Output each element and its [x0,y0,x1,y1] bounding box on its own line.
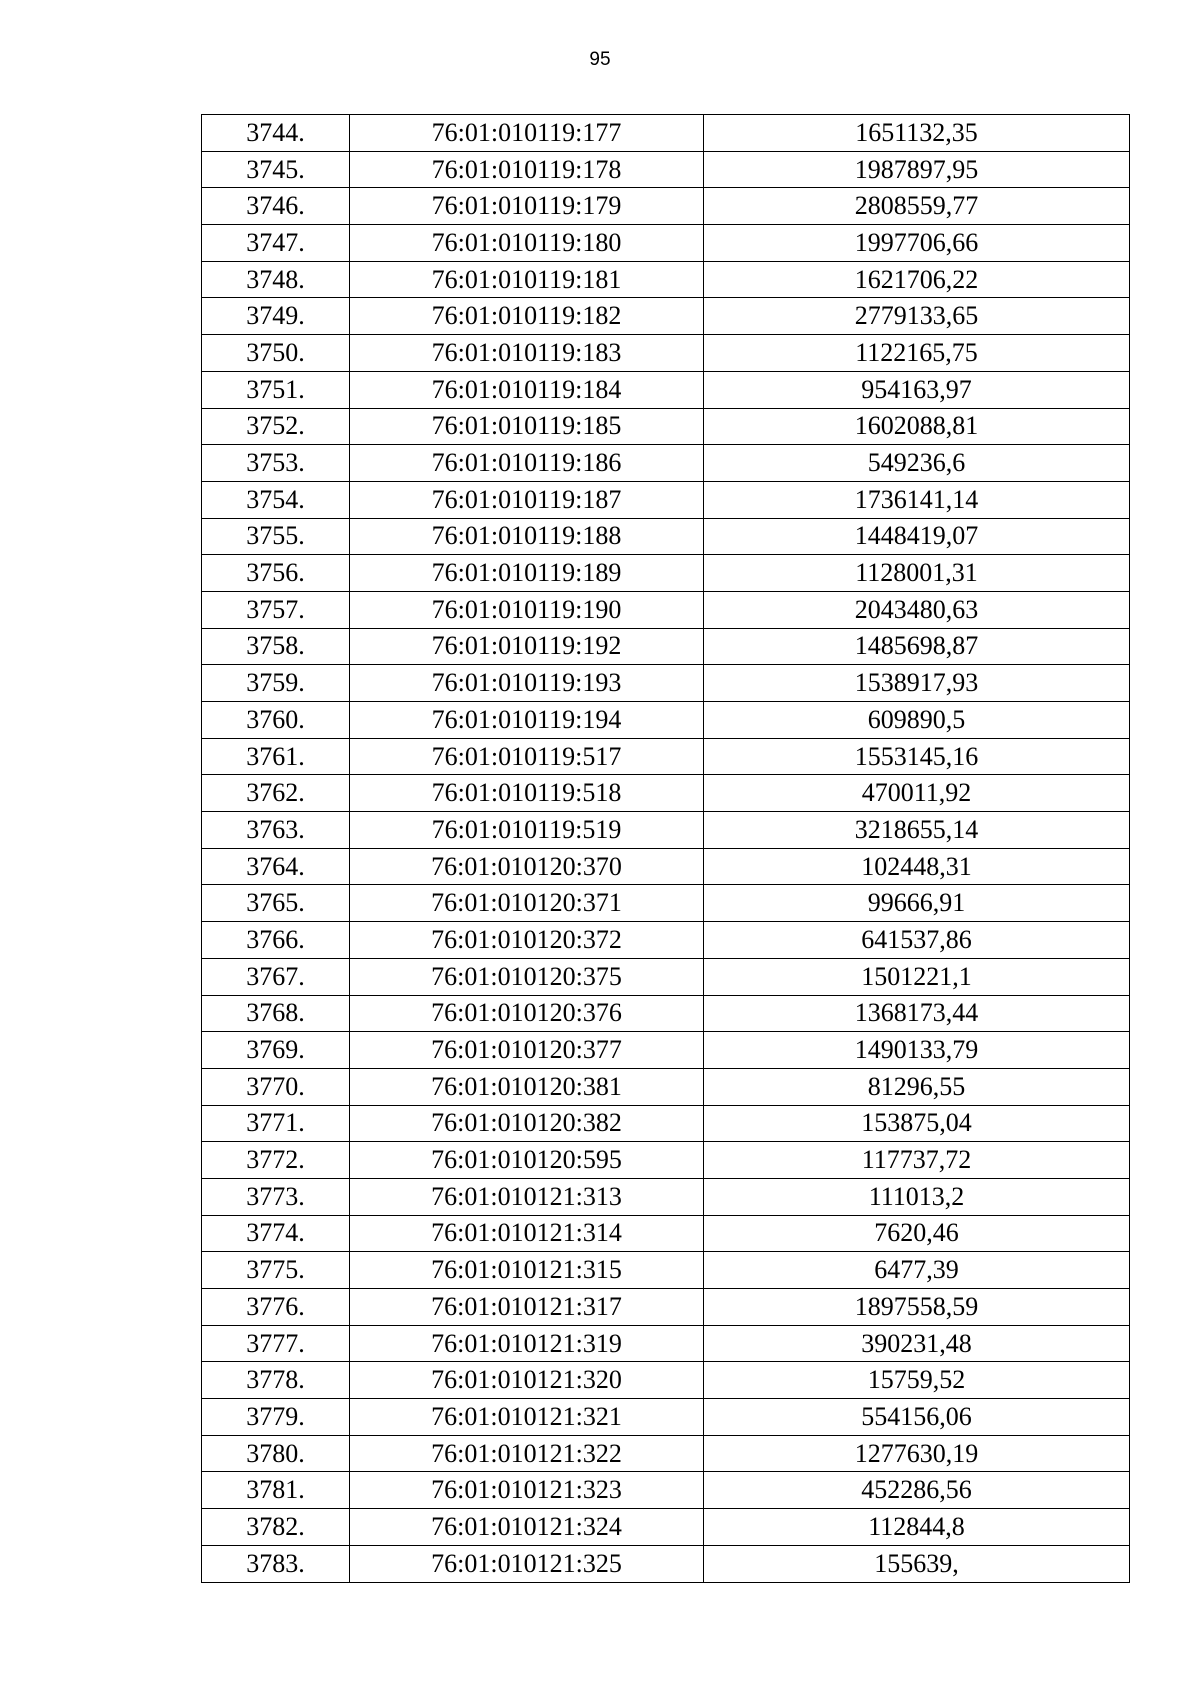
cadastral-number-cell: 76:01:010119:177 [350,115,704,152]
table-row [202,812,1130,849]
row-number-cell: 3751. [202,371,350,408]
table-row [202,665,1130,702]
cadastral-value-cell: 153875,04 [704,1105,1130,1142]
cadastral-number-cell: 76:01:010121:314 [350,1215,704,1252]
row-number-cell: 3746. [202,188,350,225]
cadastral-value-cell: 641537,86 [704,922,1130,959]
cadastral-value-table [201,114,1130,1583]
cadastral-value-cell: 117737,72 [704,1142,1130,1179]
table-row [202,738,1130,775]
row-number-cell: 3756. [202,555,350,592]
row-number-cell: 3766. [202,922,350,959]
cadastral-value-cell: 1122165,75 [704,335,1130,372]
table-row [202,1178,1130,1215]
table-row [202,922,1130,959]
cadastral-number-cell: 76:01:010119:519 [350,812,704,849]
table-row [202,408,1130,445]
table-row [202,261,1130,298]
cadastral-number-cell: 76:01:010121:323 [350,1472,704,1509]
row-number-cell: 3767. [202,958,350,995]
cadastral-value-cell: 1897558,59 [704,1289,1130,1326]
cadastral-number-cell: 76:01:010120:595 [350,1142,704,1179]
row-number-cell: 3768. [202,995,350,1032]
cadastral-number-cell: 76:01:010119:179 [350,188,704,225]
row-number-cell: 3750. [202,335,350,372]
row-number-cell: 3745. [202,151,350,188]
cadastral-number-cell: 76:01:010121:322 [350,1435,704,1472]
table-row [202,371,1130,408]
row-number-cell: 3781. [202,1472,350,1509]
cadastral-value-cell: 2779133,65 [704,298,1130,335]
cadastral-value-cell: 1736141,14 [704,481,1130,518]
table-row [202,445,1130,482]
cadastral-number-cell: 76:01:010120:371 [350,885,704,922]
cadastral-number-cell: 76:01:010119:180 [350,225,704,262]
cadastral-number-cell: 76:01:010120:381 [350,1068,704,1105]
row-number-cell: 3774. [202,1215,350,1252]
cadastral-value-cell: 81296,55 [704,1068,1130,1105]
cadastral-value-cell: 112844,8 [704,1509,1130,1546]
cadastral-value-cell: 111013,2 [704,1178,1130,1215]
table-row [202,555,1130,592]
table-row [202,225,1130,262]
cadastral-value-cell: 2043480,63 [704,591,1130,628]
cadastral-value-cell: 155639, [704,1545,1130,1582]
row-number-cell: 3761. [202,738,350,775]
row-number-cell: 3776. [202,1289,350,1326]
cadastral-number-cell: 76:01:010119:193 [350,665,704,702]
table-row [202,702,1130,739]
row-number-cell: 3773. [202,1178,350,1215]
table-row [202,115,1130,152]
cadastral-value-cell: 470011,92 [704,775,1130,812]
table-row [202,518,1130,555]
cadastral-number-cell: 76:01:010119:184 [350,371,704,408]
cadastral-value-cell: 1277630,19 [704,1435,1130,1472]
cadastral-value-cell: 1485698,87 [704,628,1130,665]
cadastral-value-cell: 1128001,31 [704,555,1130,592]
row-number-cell: 3752. [202,408,350,445]
table-row [202,848,1130,885]
cadastral-value-cell: 1553145,16 [704,738,1130,775]
table-row [202,995,1130,1032]
table-body [202,115,1130,1583]
cadastral-value-cell: 1368173,44 [704,995,1130,1032]
cadastral-value-cell: 954163,97 [704,371,1130,408]
cadastral-value-cell: 2808559,77 [704,188,1130,225]
cadastral-number-cell: 76:01:010120:370 [350,848,704,885]
table-row [202,1142,1130,1179]
row-number-cell: 3779. [202,1399,350,1436]
cadastral-number-cell: 76:01:010120:372 [350,922,704,959]
table-row [202,1545,1130,1582]
cadastral-value-cell: 549236,6 [704,445,1130,482]
cadastral-number-cell: 76:01:010119:518 [350,775,704,812]
row-number-cell: 3753. [202,445,350,482]
cadastral-value-cell: 15759,52 [704,1362,1130,1399]
row-number-cell: 3783. [202,1545,350,1582]
row-number-cell: 3755. [202,518,350,555]
row-number-cell: 3748. [202,261,350,298]
row-number-cell: 3760. [202,702,350,739]
cadastral-number-cell: 76:01:010119:185 [350,408,704,445]
cadastral-value-cell: 1448419,07 [704,518,1130,555]
row-number-cell: 3765. [202,885,350,922]
row-number-cell: 3744. [202,115,350,152]
cadastral-number-cell: 76:01:010121:313 [350,1178,704,1215]
cadastral-number-cell: 76:01:010121:325 [350,1545,704,1582]
table-row [202,1215,1130,1252]
cadastral-number-cell: 76:01:010121:317 [350,1289,704,1326]
cadastral-value-cell: 1538917,93 [704,665,1130,702]
cadastral-number-cell: 76:01:010119:183 [350,335,704,372]
row-number-cell: 3749. [202,298,350,335]
row-number-cell: 3763. [202,812,350,849]
cadastral-number-cell: 76:01:010121:320 [350,1362,704,1399]
table-row [202,1472,1130,1509]
row-number-cell: 3782. [202,1509,350,1546]
table-row [202,151,1130,188]
cadastral-value-cell: 1651132,35 [704,115,1130,152]
cadastral-number-cell: 76:01:010119:194 [350,702,704,739]
cadastral-number-cell: 76:01:010119:188 [350,518,704,555]
row-number-cell: 3777. [202,1325,350,1362]
cadastral-value-cell: 7620,46 [704,1215,1130,1252]
table-row [202,298,1130,335]
cadastral-value-cell: 452286,56 [704,1472,1130,1509]
row-number-cell: 3780. [202,1435,350,1472]
cadastral-number-cell: 76:01:010121:319 [350,1325,704,1362]
row-number-cell: 3758. [202,628,350,665]
cadastral-value-cell: 554156,06 [704,1399,1130,1436]
cadastral-value-cell: 6477,39 [704,1252,1130,1289]
cadastral-value-cell: 99666,91 [704,885,1130,922]
table-row [202,628,1130,665]
row-number-cell: 3747. [202,225,350,262]
cadastral-number-cell: 76:01:010120:382 [350,1105,704,1142]
table-row [202,958,1130,995]
cadastral-value-cell: 1501221,1 [704,958,1130,995]
table-row [202,1105,1130,1142]
cadastral-value-cell: 1987897,95 [704,151,1130,188]
cadastral-number-cell: 76:01:010120:376 [350,995,704,1032]
table-row [202,1068,1130,1105]
table-row [202,885,1130,922]
row-number-cell: 3759. [202,665,350,702]
table-row [202,1509,1130,1546]
cadastral-number-cell: 76:01:010119:189 [350,555,704,592]
row-number-cell: 3769. [202,1032,350,1069]
table-row [202,1435,1130,1472]
cadastral-value-cell: 609890,5 [704,702,1130,739]
cadastral-number-cell: 76:01:010121:315 [350,1252,704,1289]
table-row [202,1399,1130,1436]
row-number-cell: 3762. [202,775,350,812]
table-row [202,1289,1130,1326]
row-number-cell: 3771. [202,1105,350,1142]
cadastral-number-cell: 76:01:010119:192 [350,628,704,665]
table-row [202,591,1130,628]
row-number-cell: 3764. [202,848,350,885]
cadastral-value-cell: 390231,48 [704,1325,1130,1362]
row-number-cell: 3772. [202,1142,350,1179]
cadastral-value-cell: 1997706,66 [704,225,1130,262]
row-number-cell: 3757. [202,591,350,628]
cadastral-value-cell: 3218655,14 [704,812,1130,849]
cadastral-number-cell: 76:01:010119:187 [350,481,704,518]
cadastral-number-cell: 76:01:010121:321 [350,1399,704,1436]
cadastral-value-cell: 1621706,22 [704,261,1130,298]
table-row [202,1032,1130,1069]
row-number-cell: 3775. [202,1252,350,1289]
table-row [202,481,1130,518]
cadastral-number-cell: 76:01:010121:324 [350,1509,704,1546]
row-number-cell: 3770. [202,1068,350,1105]
table-row [202,188,1130,225]
cadastral-number-cell: 76:01:010120:377 [350,1032,704,1069]
cadastral-number-cell: 76:01:010119:182 [350,298,704,335]
cadastral-value-cell: 1490133,79 [704,1032,1130,1069]
page-number: 95 [589,49,611,70]
cadastral-number-cell: 76:01:010119:178 [350,151,704,188]
cadastral-number-cell: 76:01:010119:186 [350,445,704,482]
row-number-cell: 3754. [202,481,350,518]
row-number-cell: 3778. [202,1362,350,1399]
cadastral-number-cell: 76:01:010119:517 [350,738,704,775]
cadastral-value-cell: 102448,31 [704,848,1130,885]
table-row [202,1325,1130,1362]
table-row [202,775,1130,812]
cadastral-number-cell: 76:01:010119:190 [350,591,704,628]
table-row [202,1362,1130,1399]
cadastral-value-cell: 1602088,81 [704,408,1130,445]
table-row [202,335,1130,372]
table-row [202,1252,1130,1289]
cadastral-number-cell: 76:01:010119:181 [350,261,704,298]
cadastral-number-cell: 76:01:010120:375 [350,958,704,995]
